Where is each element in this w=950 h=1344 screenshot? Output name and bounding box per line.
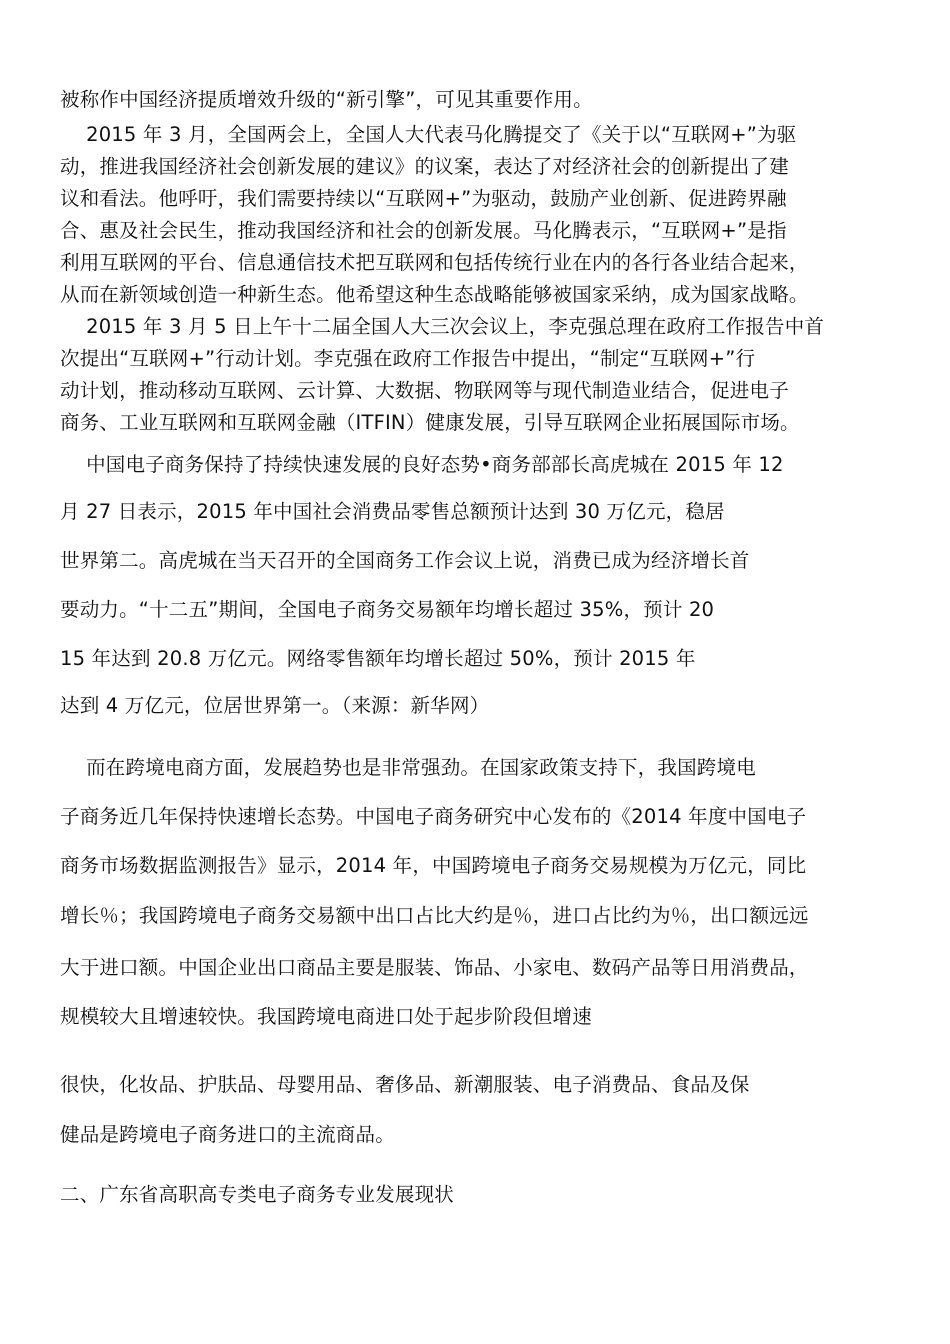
text-line: 15 年达到 20.8 万亿元。网络零售额年均增长超过 50%，预计 2015 年 (60, 647, 696, 670)
text-line: 子商务近几年保持快速增长态势。中国电子商务研究中心发布的《2014 年度中国电子 (60, 805, 807, 828)
text-line: 要动力。“十二五”期间，全国电子商务交易额年均增长超过 35%，预计 20 (60, 598, 715, 621)
text-line: 合、惠及社会民生，推动我国经济和社会的创新发展。马化腾表示，“互联网+”是指 (60, 219, 787, 242)
text-line: 月 27 日表示，2015 年中国社会消费品零售总额预计达到 30 万亿元，稳居 (60, 500, 725, 523)
text-line: 很快，化妆品、护肤品、母婴用品、奢侈品、新潮服装、电子消费品、食品及保 (60, 1073, 750, 1096)
text-line: 被称作中国经济提质增效升级的“新引擎”，可见其重要作用。 (60, 88, 593, 111)
text-line: 从而在新领域创造一种新生态。他希望这种生态战略能够被国家采纳，成为国家战略。 (60, 283, 809, 306)
text-line: 中国电子商务保持了持续快速发展的良好态势•商务部部长高虎城在 2015 年 12 (60, 453, 784, 476)
text-line: 2015 年 3 月 5 日上午十二届全国人大三次会议上，李克强总理在政府工作报告中首 (60, 315, 825, 338)
text-line: 动计划，推动移动互联网、云计算、大数据、物联网等与现代制造业结合，促进电子 (60, 379, 789, 402)
text-line: 健品是跨境电子商务进口的主流商品。 (60, 1123, 395, 1146)
text-line: 动，推进我国经济社会创新发展的建议》的议案，表达了对经济社会的创新提出了建 (60, 155, 789, 178)
text-line: 规模较大且增速较快。我国跨境电商进口处于起步阶段但增速 (60, 1005, 592, 1028)
text-line: 次提出“互联网+”行动计划。李克强在政府工作报告中提出，“制定“互联网+”行 (60, 347, 756, 370)
text-line: 商务、工业互联网和互联网金融（ITFIN）健康发展，引导互联网企业拓展国际市场。 (60, 411, 800, 434)
section-heading: 二、广东省高职高专类电子商务专业发展现状 (60, 1183, 455, 1206)
text-line: 2015 年 3 月，全国两会上，全国人大代表马化腾提交了《关于以“互联网+”为驱 (60, 123, 797, 146)
text-line: 利用互联网的平台、信息通信技术把互联网和包括传统行业在内的各行各业结合起来， (60, 251, 809, 274)
text-line: 世界第二。高虎城在当天召开的全国商务工作会议上说，消费已成为经济增长首 (60, 549, 750, 572)
text-line: 增长％；我国跨境电子商务交易额中出口占比大约是％，进口占比约为％，出口额远远 (60, 904, 809, 927)
text-line: 达到 4 万亿元，位居世界第一。（来源：新华网） (60, 694, 490, 717)
text-line: 商务市场数据监测报告》显示，2014 年，中国跨境电子商务交易规模为万亿元，同比 (60, 854, 807, 877)
text-line: 议和看法。他呼吁，我们需要持续以“互联网+”为驱动，鼓励产业创新、促进跨界融 (60, 187, 787, 210)
text-line: 大于进口额。中国企业出口商品主要是服装、饰品、小家电、数码产品等日用消费品， (60, 956, 809, 979)
text-line: 而在跨境电商方面，发展趋势也是非常强劲。在国家政策支持下，我国跨境电 (60, 756, 756, 779)
